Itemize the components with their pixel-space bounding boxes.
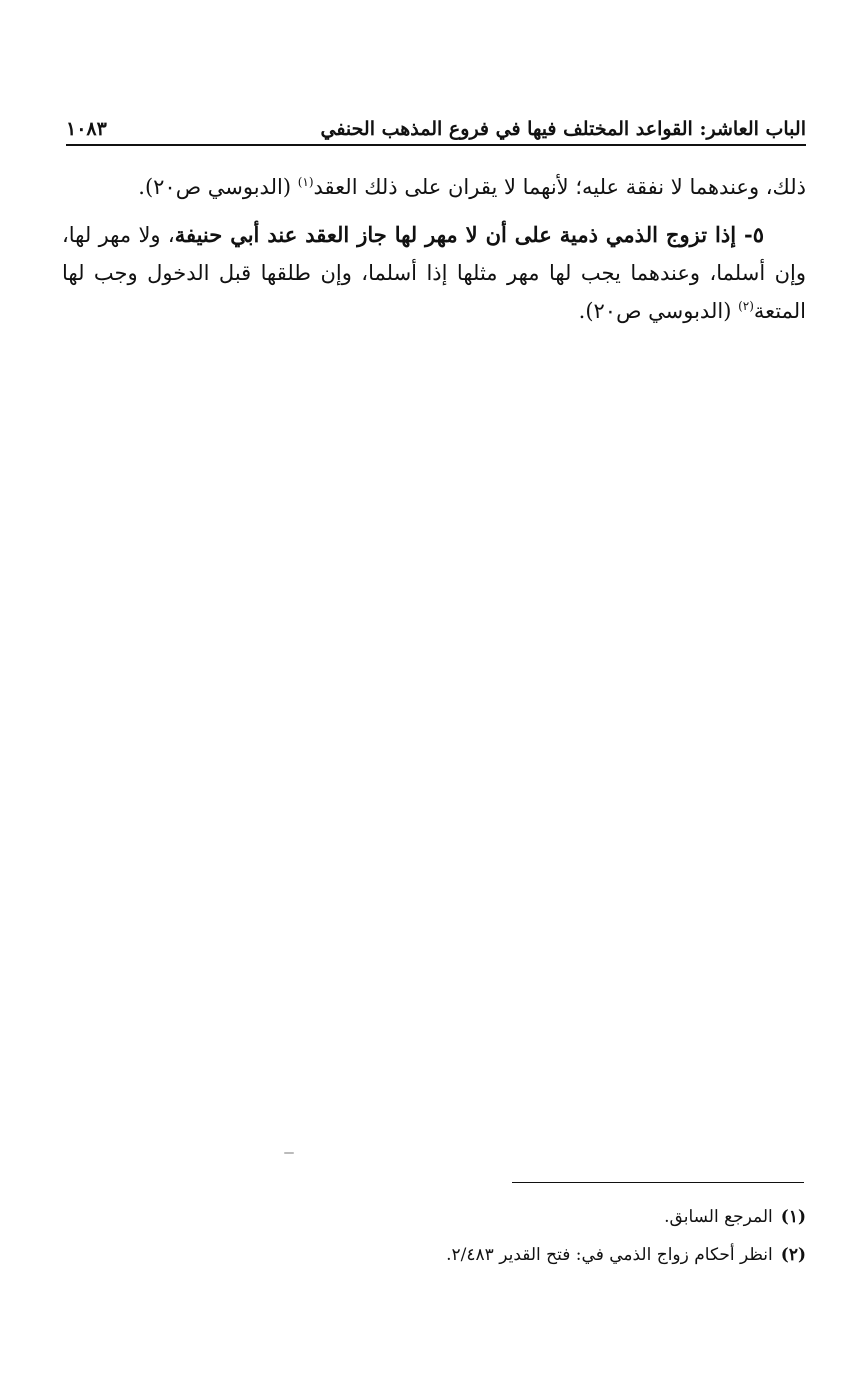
footnotes [62,1198,806,1274]
paragraph-2-citation: (الدبوسي ص٢٠). [578,299,739,323]
body-text [62,168,806,340]
paragraph-2-text: ، ولا مهر لها، وإن أسلما، وعندهما يجب لها مهر مثلها إذا أسلما، وإن طلقها قبل الدخول وجب لها المتعة [62,223,806,323]
footnote-1-mark: (١) [780,1207,806,1227]
footnote-ref-1: (١) [297,175,314,189]
page-number: ١٠٨٣ [66,118,107,140]
footnote-2-text: انظر أحكام زواج الذمي في: فتح القدير ٢/٤٨٣. [446,1245,773,1265]
footnote-1 [62,1198,806,1236]
chapter-title: الباب العاشر: القواعد المختلف فيها في فروع المذهب الحنفي [320,118,806,140]
footnote-2 [62,1236,806,1274]
footnote-2-mark: (٢) [780,1245,806,1265]
footnote-ref-2: (٢) [738,299,754,313]
paragraph-1 [62,168,806,206]
item-lead: إذا تزوج الذمي ذمية على أن لا مهر لها جاز العقد عند أبي حنيفة [174,222,737,247]
footnote-1-text: المرجع السابق. [664,1207,773,1227]
footnote-divider [512,1182,804,1183]
paragraph-1-citation: (الدبوسي ص٢٠). [138,175,298,199]
item-number: ٥- [736,222,765,247]
scan-smudge [284,1152,294,1154]
paragraph-2 [62,216,806,330]
paragraph-1-text: ذلك، وعندهما لا نفقة عليه؛ لأنهما لا يقران على ذلك العقد [313,175,806,199]
running-header [66,112,806,146]
